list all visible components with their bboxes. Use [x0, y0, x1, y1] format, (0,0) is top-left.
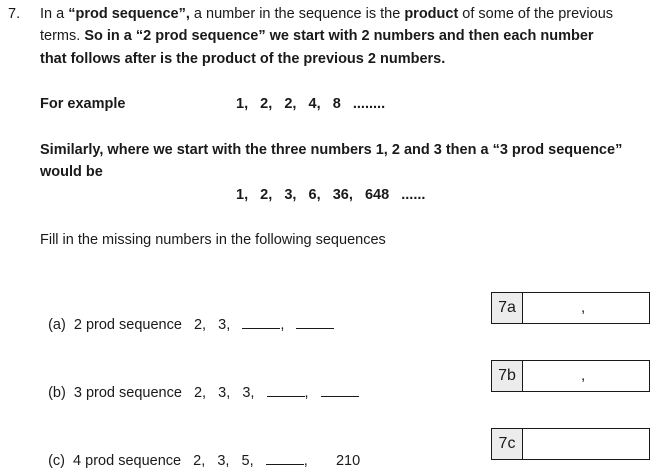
answer-box-7c	[491, 428, 650, 460]
answer-box-comma: ,	[581, 367, 586, 384]
given-last-term: 210	[335, 453, 361, 469]
question-number: 7.	[8, 6, 21, 22]
blank-separator: ,	[304, 385, 309, 401]
intro-text: In a	[40, 6, 69, 22]
part-b-row	[40, 368, 359, 401]
part-description: 4 prod sequence	[73, 453, 182, 469]
part-label: (b)	[48, 385, 66, 401]
part-label: (c)	[48, 453, 65, 469]
answer-box-comma: ,	[581, 299, 586, 316]
part-c-row	[40, 436, 360, 469]
intro-text: of some of the previous	[458, 6, 614, 22]
given-terms: 2, 3, 5,	[193, 453, 254, 469]
intro-line-3: that follows after is the product of the previous 2 numbers.	[40, 51, 446, 67]
intro-text: terms.	[40, 28, 85, 44]
answer-blank	[296, 316, 334, 329]
blank-separator: ,	[280, 317, 285, 333]
similar-sequence: 1, 2, 3, 6, 36, 648 ......	[236, 187, 426, 203]
given-terms: 2, 3,	[193, 317, 231, 333]
answer-blank	[267, 384, 305, 397]
product-term: product	[404, 6, 459, 22]
answer-box-7a	[491, 292, 650, 324]
instruction: Fill in the missing numbers in the following sequences	[40, 232, 386, 248]
example-sequence: 1, 2, 2, 4, 8 ........	[236, 96, 386, 112]
prod-sequence-term: “prod sequence”,	[68, 6, 190, 22]
part-description: 3 prod sequence	[73, 385, 182, 401]
answer-box-label: 7c	[492, 429, 523, 459]
intro-line-2	[40, 28, 594, 44]
part-label: (a)	[48, 317, 66, 333]
given-terms: 2, 3, 3,	[193, 385, 255, 401]
part-description: 2 prod sequence	[73, 317, 182, 333]
part-a-row	[40, 300, 334, 333]
answer-box-7b	[491, 360, 650, 392]
blank-separator: ,	[303, 453, 308, 469]
answer-box-label: 7a	[492, 293, 523, 323]
answer-blank	[321, 384, 359, 397]
answer-blank	[242, 316, 280, 329]
answer-input-7c[interactable]	[523, 429, 649, 459]
example-label: For example	[40, 96, 126, 112]
answer-input-7a[interactable]	[523, 293, 649, 323]
answer-box-label: 7b	[492, 361, 523, 391]
similarly-line-1: Similarly, where we start with the three numbers 1, 2 and 3 then a “3 prod sequence”	[40, 142, 623, 158]
intro-text: a number in the sequence is the	[189, 6, 405, 22]
intro-line-1	[40, 6, 613, 22]
intro-bold-text: So in a “2 prod sequence” we start with 2 numbers and then each number	[84, 28, 594, 44]
similarly-line-2: would be	[40, 164, 103, 180]
answer-blank	[266, 452, 304, 465]
answer-input-7b[interactable]	[523, 361, 649, 391]
